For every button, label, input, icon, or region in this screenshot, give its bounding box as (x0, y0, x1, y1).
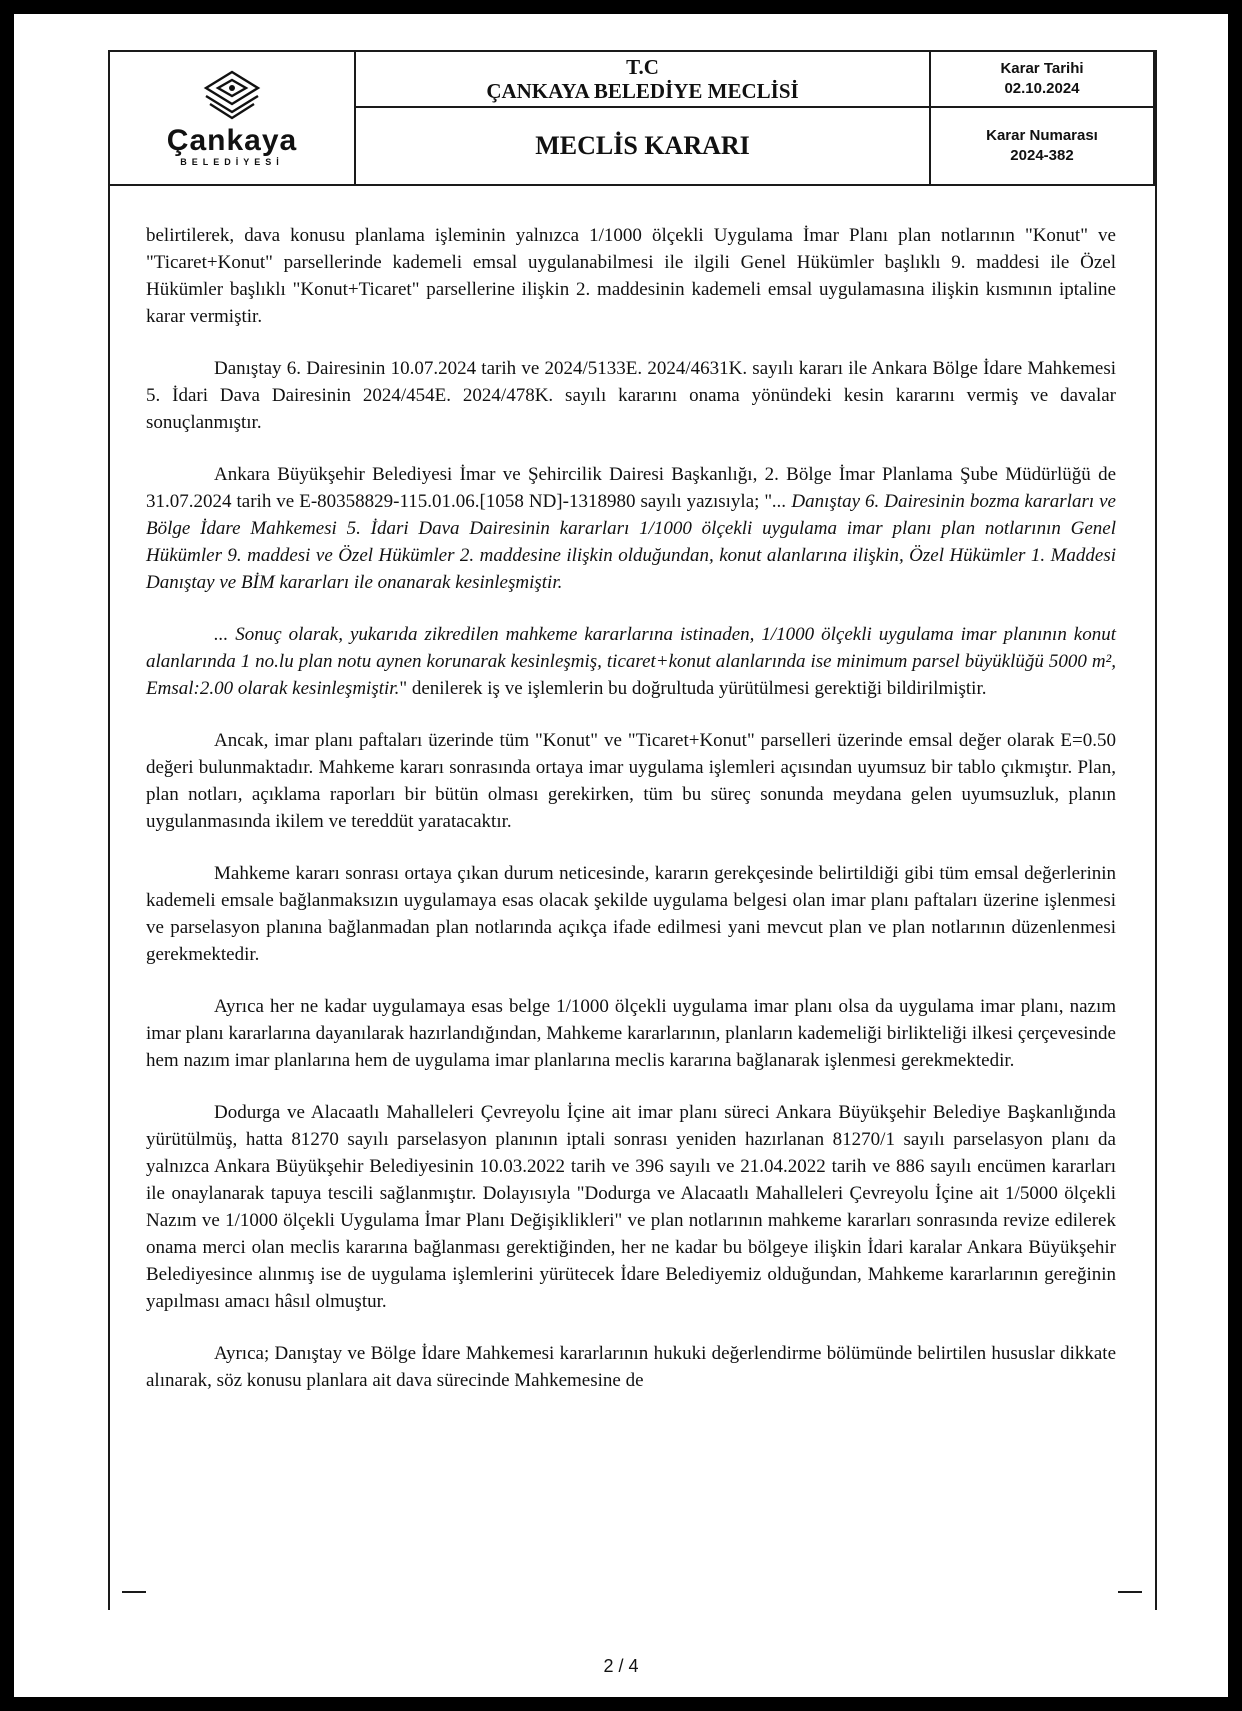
cankaya-emblem-icon (200, 70, 264, 124)
paragraph: Ayrıca her ne kadar uygulamaya esas belge 1/1000 ölçekli uygulama imar planı olsa da uygulama imar planı, nazım imar planı kararlarına dayanılarak hazırlandığından, Mahkeme kararlarının, planların kademeliği birlikteliği ilkesi çerçevesinde hem nazım imar planlarına hem de uygulama imar planlarına meclis kararına bağlanarak işlenmesi gerekmektedir. (146, 996, 1116, 1071)
quoted-text: ... Sonuç olarak, yukarıda zikredilen mahkeme kararlarına istinaden, 1/1000 ölçekli uygulama imar planının konut alanlarında 1 no.lu plan notu aynen korunarak kesinleşmiş, ticaret+konut alanlarında ise minimum parsel büyüklüğü 5000 m², Emsal:2.00 olarak kesinleşmiştir. (146, 624, 1116, 699)
paragraph: Ayrıca; Danıştay ve Bölge İdare Mahkemesi kararlarının hukuki değerlendirme bölümünde belirtilen hususlar dikkate alınarak, söz konusu planlara ait dava sürecinde Mahkemesine de (146, 1343, 1116, 1391)
title-cell (356, 52, 931, 184)
paragraph: belirtilerek, dava konusu planlama işleminin yalnızca 1/1000 ölçekli Uygulama İmar Planı plan notlarının "Konut" ve "Ticaret+Konut" parsellerinde kademeli emsal uygulanabilmesi ile ilgili Genel Hükümler başlıklı 9. maddesi ile Özel Hükümler başlıklı "Konut+Ticaret" parsellerine ilişkin 2. maddesinin kademeli emsal uygulamasına ilişkin kısmının iptaline karar vermiştir. (146, 225, 1116, 327)
logo-cell (110, 52, 356, 184)
decision-date-value: 02.10.2024 (1004, 80, 1080, 97)
decision-number-value: 2024-382 (1010, 147, 1074, 164)
paragraph: Dodurga ve Alacaatlı Mahalleleri Çevreyolu İçine ait imar planı süreci Ankara Büyükşehir Belediye Başkanlığında yürütülmüş, hatta 81270 sayılı parselasyon planının iptali sonrası yeniden hazırlanan 81270/1 sayılı parselasyon planı da yalnızca Ankara Büyükşehir Belediyesinin 10.03.2022 tarih ve 396 sayılı ve 21.04.2022 tarih ve 886 sayılı encümen kararları ile onaylanarak tapuya tescili sağlanmıştır. Dolayısıyla "Dodurga ve Alacaatlı Mahalleleri Çevreyolu İçine ait 1/5000 ölçekli Nazım ve 1/1000 ölçekli Uygulama İmar Planı Değişiklikleri" ve plan notlarının mahkeme kararları sonrasında revize edilerek onama merci olan meclis kararına bağlanması gerektiğinden, her ne kadar bu bölgeye ilişkin İdari karalar Ankara Büyükşehir Belediyesince alınmış ise de uygulama işlemlerini yürütecek İdare Belediyemiz olduğundan, Mahkeme kararlarının gereğinin yapılması amacı hâsıl olmuştur. (146, 1102, 1116, 1312)
paragraph: Ancak, imar planı paftaları üzerinde tüm "Konut" ve "Ticaret+Konut" parselleri üzerinde emsal değer olarak E=0.50 değeri bulunmaktadır. Mahkeme kararı sonrasında ortaya imar uygulama işlemleri açısından uyumsuz bir tablo çıkmıştır. Plan, plan notları, açıklama raporları bir bütün olması gerekirken, tüm bu süreç sonunda meydana gelen uyumsuzluk, planın uygulanmasında ikilem ve tereddüt yaratacaktır. (146, 730, 1116, 832)
decision-date (931, 52, 1153, 108)
paragraph (146, 461, 1116, 596)
paragraph-text: Ankara Büyükşehir Belediyesi İmar ve Şehircilik Dairesi Başkanlığı, 2. Bölge İmar Planlama Şube Müdürlüğü de 31.07.2024 tarih ve E-80358829-115.01.06.[1058 ND]-1318980 sayılı yazısıyla; " (146, 464, 1116, 512)
decision-number-label: Karar Numarası (986, 127, 1098, 144)
title-line-council: ÇANKAYA BELEDİYE MECLİSİ (486, 79, 799, 103)
paragraph: Danıştay 6. Dairesinin 10.07.2024 tarih ve 2024/5133E. 2024/4631K. sayılı kararı ile Ankara Bölge İdare Mahkemesi 5. İdari Dava Dairesinin 2024/454E. 2024/478K. sayılı kararını onama yönündeki kesin kararını vermiş ve davalar sonuçlanmıştır. (146, 358, 1116, 433)
paragraph (146, 621, 1116, 702)
council-title (356, 52, 929, 108)
quoted-text: ... Danıştay 6. Dairesinin bozma kararları ve Bölge İdare Mahkemesi 5. İdari Dava Dairesinin kararları 1/1000 ölçekli uygulama imar planı plan notlarının Genel Hükümler 9. maddesi ve Özel Hükümler 2. maddesine ilişkin olduğundan, konut alanlarına ilişkin, Özel Hükümler 1. Maddesi Danıştay ve BİM kararları ile onanarak kesinleşmiştir. (146, 491, 1116, 593)
logo-name: Çankaya (166, 123, 298, 157)
logo-subtitle: BELEDİYESİ (180, 156, 284, 167)
document-body (146, 222, 1116, 1394)
frame-bottom-right-rule (1118, 1591, 1142, 1593)
frame-bottom-left-rule (122, 1591, 146, 1593)
paragraph: Mahkeme kararı sonrası ortaya çıkan durum neticesinde, kararın gerekçesinde belirtildiği gibi tüm emsal değerlerinin kademeli emsale bağlanmaksızın uygulamaya esas olacak şekilde uygulama belgesi olan imar planı paftaları üzerine işlenmesi ve parselasyon planına bağlanmadan plan notlarında açıkça ifade edilmesi yani mevcut plan ve plan notlarının düzenlenmesi gerekmektedir. (146, 863, 1116, 965)
document-type: MECLİS KARARI (535, 131, 750, 160)
decision-number (931, 108, 1153, 184)
decision-header (108, 50, 1155, 186)
title-line-tc: T.C (626, 55, 659, 79)
decision-meta-cell (931, 52, 1153, 184)
page-number: 2 / 4 (603, 1656, 639, 1676)
paragraph-text: " denilerek iş ve işlemlerin bu doğrultuda yürütülmesi gerektiği bildirilmiştir. (399, 678, 987, 699)
decision-date-label: Karar Tarihi (1000, 60, 1084, 77)
